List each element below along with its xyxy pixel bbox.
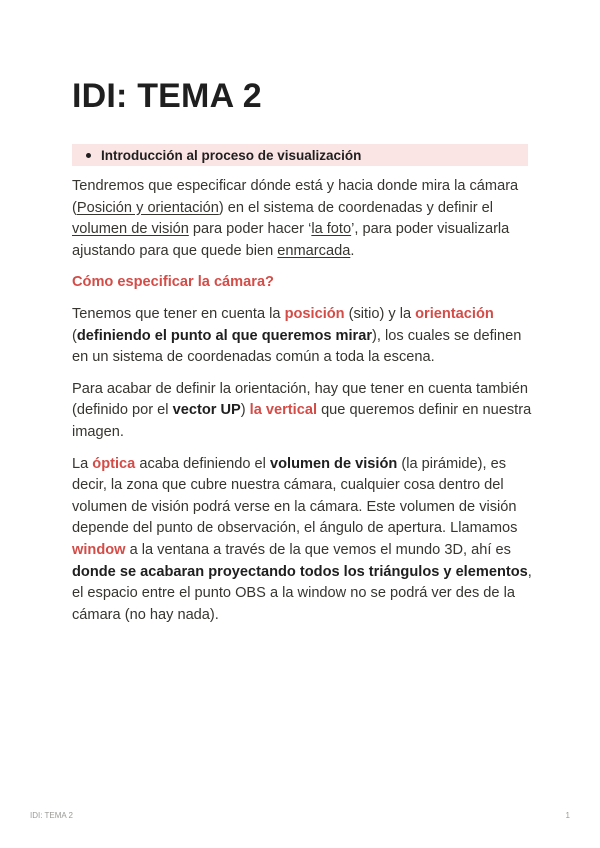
text-run: ( [72, 327, 77, 344]
paragraph-camera-intro [72, 176, 532, 262]
text-run: ’, para poder visualizarla ajustando para que quede bien [72, 221, 510, 259]
section-bullet-label: Introducción al proceso de visualización [101, 147, 362, 163]
text-run: ) en el sistema de coordenadas y definir el [218, 199, 494, 216]
text-run: Para acabar de definir la orientación, hay que tener en cuenta también (definido por el [72, 380, 528, 419]
page-title: IDI: TEMA 2 [72, 77, 262, 115]
subheading-camera: Cómo especificar la cámara? [72, 274, 274, 291]
text-run: Tendremos que especificar dónde está y hacia donde mira la cámara ( [72, 178, 519, 216]
bold-target-point: definiendo el punto al que queremos mirar [76, 327, 373, 344]
underlined-term-view-volume: volumen de visión [72, 221, 189, 238]
text-run: La [72, 455, 93, 472]
text-run: (la pirámide), es decir, la zona que cubre nuestra cámara, cualquier cosa dentro del volumen de visión podrá verse en la cámara. Este volumen de visión depende del punto de observación, el ángulo de apertura. Llamamos [72, 455, 518, 537]
paragraph-optics [72, 454, 532, 627]
highlight-window: window [72, 541, 126, 558]
text-run: a la ventana a través de la que vemos el mundo 3D, ahí es [125, 541, 511, 558]
underlined-term-framed: enmarcada [277, 242, 351, 259]
body-content [72, 176, 532, 636]
bold-view-volume: volumen de visión [269, 455, 398, 472]
paragraph-vector-up [72, 379, 532, 444]
text-run: que queremos definir en nuestra imagen. [72, 402, 532, 440]
section-bullet-item [72, 144, 528, 166]
text-run: . [350, 242, 355, 259]
highlight-optics: óptica [92, 455, 136, 472]
text-run: Tenemos que tener en cuenta la [72, 305, 285, 322]
highlight-position: posición [284, 305, 345, 322]
bold-projection: donde se acabaran proyectando todos los triángulos y elementos [72, 563, 528, 580]
bold-vector-up: vector UP [172, 402, 241, 419]
underlined-term-photo: la foto [311, 221, 352, 238]
footer-document-title: IDI: TEMA 2 [30, 811, 73, 820]
text-run: , el espacio entre el punto OBS a la window no se podrá ver des de la cámara (no hay nada). [72, 563, 532, 623]
bullet-icon [86, 153, 91, 158]
text-run: para poder hacer ‘ [188, 221, 312, 238]
text-run: ), los cuales se definen en un sistema de coordenadas común a toda la escena. [72, 327, 522, 366]
highlight-vertical: la vertical [249, 402, 318, 419]
text-run: acaba definiendo el [135, 455, 270, 472]
text-run: (sitio) y la [344, 305, 416, 322]
underlined-term-position-orientation: Posición y orientación [76, 199, 219, 216]
text-run: ) [240, 402, 250, 419]
paragraph-position-orientation [72, 304, 532, 369]
highlight-orientation: orientación [415, 305, 494, 322]
footer-page-number: 1 [565, 811, 570, 820]
